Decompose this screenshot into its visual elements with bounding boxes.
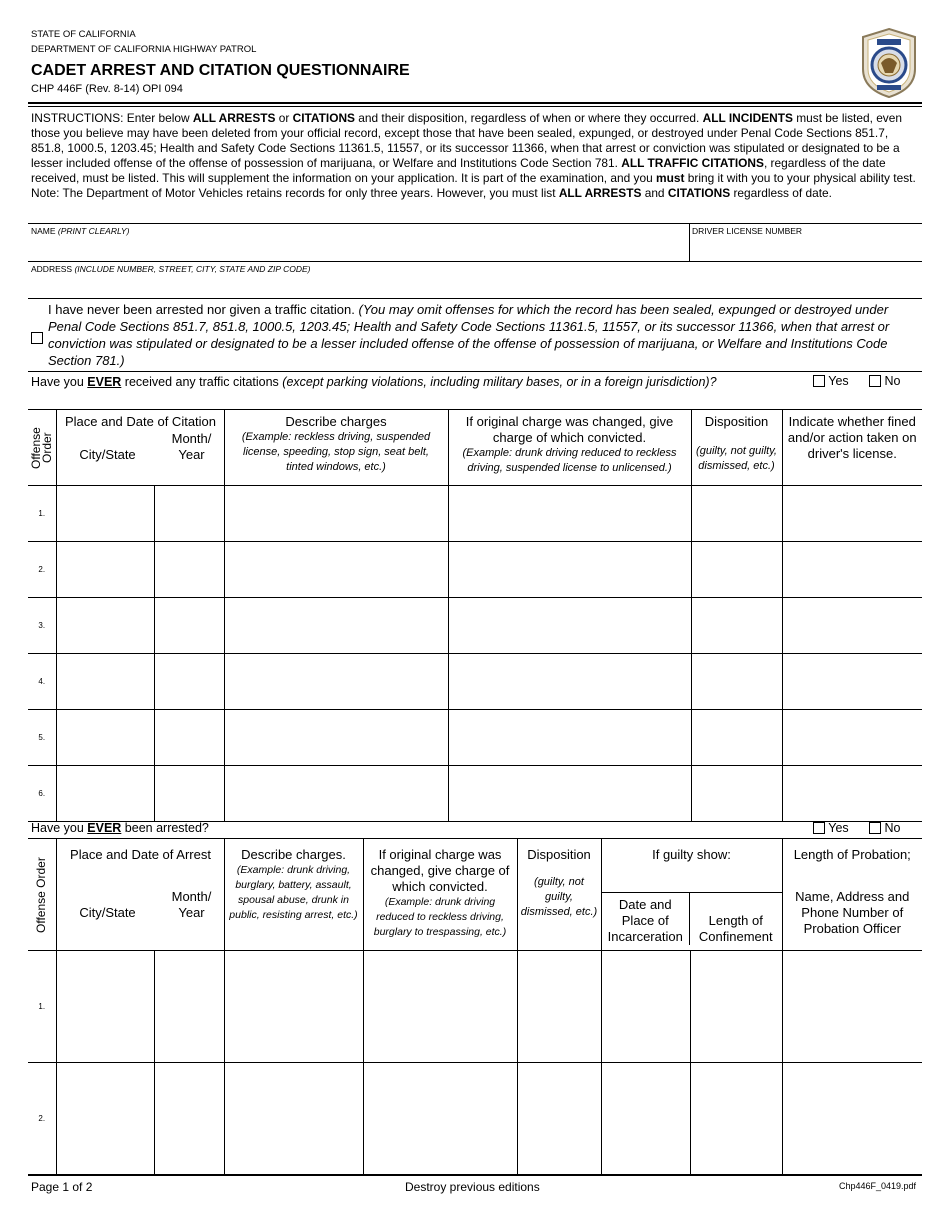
page-number: Page 1 of 2 xyxy=(31,1180,93,1194)
probation-header: Length of Probation; Name, Address and Phone Number of Probation Officer xyxy=(782,839,922,951)
arrest-no-option[interactable]: No xyxy=(869,821,900,835)
chp-seal-icon xyxy=(859,27,919,99)
citations-question: Have you EVER received any traffic citations (except parking violations, including military bases, or in a foreign jurisdiction)? xyxy=(31,375,717,389)
form-number: CHP 446F (Rev. 8-14) OPI 094 xyxy=(31,83,183,95)
charge-changed-header: If original charge was changed, give charge of which convicted. (Example: drunk driving reduced to reckless driving, suspended license to unlicensed.) xyxy=(448,410,691,486)
table-row: 3. xyxy=(28,598,922,654)
table-row: 1. xyxy=(28,486,922,542)
state-label: STATE OF CALIFORNIA xyxy=(31,29,136,40)
arrest-no-checkbox[interactable] xyxy=(869,822,881,834)
driver-license-field[interactable] xyxy=(692,238,917,258)
never-arrested-checkbox[interactable] xyxy=(31,329,43,347)
arrest-yes-checkbox[interactable] xyxy=(813,822,825,834)
name-field-label: NAME (PRINT CLEARLY) xyxy=(31,226,130,236)
offense-order-header: Offense Order xyxy=(28,839,56,951)
never-arrested-statement: I have never been arrested nor given a traffic citation. (You may omit offenses for which the record has been sealed, expunged or destroyed under Penal Code Sections 851.7, 851.8, 1000.5, 1203.45; Health and Safety Code Sections 11361.5, 11557, or its successor 11366, when that arrest or conviction was stipulated or designated to be a lesser included offense of the offense of possession of marijuana, or Welfare and Institutions Code Section 781.) xyxy=(48,302,890,368)
month-year-header: Month/ Year xyxy=(171,889,212,920)
arrest-yes-option[interactable]: Yes xyxy=(813,821,849,835)
citations-table xyxy=(28,409,922,822)
address-field-label: ADDRESS (INCLUDE NUMBER, STREET, CITY, STATE AND ZIP CODE) xyxy=(31,264,311,274)
table-row: 6. xyxy=(28,766,922,822)
citations-no-option[interactable]: No xyxy=(869,374,900,388)
destroy-editions-note: Destroy previous editions xyxy=(405,1180,540,1194)
address-field[interactable] xyxy=(31,276,917,296)
fined-action-header: Indicate whether fined and/or action taken on driver's license. xyxy=(782,410,922,486)
offense-order-header: Offense Order xyxy=(28,410,56,486)
length-confinement-header: Length of Confinement xyxy=(698,913,773,944)
name-field[interactable] xyxy=(31,238,681,258)
page-title: CADET ARREST AND CITATION QUESTIONNAIRE xyxy=(31,62,410,79)
citations-no-checkbox[interactable] xyxy=(869,375,881,387)
instructions: INSTRUCTIONS: Enter below ALL ARRESTS or CITATIONS and their disposition, regardless of when or where they occurred. ALL INCIDENTS must be listed, even those you believe may have been deleted from your official record, except those that have been sealed, expunged, or destroyed under Penal Code Sections 851.7, 851.8, 1000.5, 1203.45; Health and Safety Code Sections 11361.5, 11557, or its successor 11366, when that arrest or conviction was stipulated or designated to be a lesser included offense of the offense of possession of marijuana, or Welfare and Institutions Code Section 781. ALL TRAFFIC CITATIONS, regardless of the date received, must be listed. This will supplement the information on your application. It is part of the examination, and you must bring it with you to your physical ability test. Note: The Department of Motor Vehicles retains records for only three years. However, you must list ALL ARRESTS and CITATIONS regardless of date. xyxy=(31,111,916,200)
city-state-header: City/State xyxy=(79,905,136,920)
if-guilty-header: If guilty show: Date and Place of Incarceration Length of Confinement xyxy=(601,839,782,951)
month-year-header: Month/ Year xyxy=(171,431,212,462)
charge-changed-header: If original charge was changed, give charge of which convicted. (Example: drunk driving reduced to reckless driving, burglary to trespassing, etc.) xyxy=(363,839,517,951)
date-place-incarceration-header: Date and Place of Incarceration xyxy=(602,893,691,945)
arrest-question: Have you EVER been arrested? xyxy=(31,821,209,835)
citations-yes-option[interactable]: Yes xyxy=(813,374,849,388)
department-label: DEPARTMENT OF CALIFORNIA HIGHWAY PATROL xyxy=(31,44,257,55)
place-date-arrest-header: Place and Date of Arrest City/State Month/ Year xyxy=(56,839,224,951)
charges-header: Describe charges (Example: reckless driving, suspended license, speeding, stop sign, seat belt, tinted windows, etc.) xyxy=(224,410,448,486)
city-state-header: City/State xyxy=(79,447,136,462)
place-date-citation-header: Place and Date of Citation City/State Month/ Year xyxy=(56,410,224,486)
table-row: 5. xyxy=(28,710,922,766)
table-row: 1. xyxy=(28,951,922,1063)
table-row: 2. xyxy=(28,542,922,598)
disposition-header: Disposition (guilty, not guilty, dismissed, etc.) xyxy=(691,410,782,486)
file-name: Chp446F_0419.pdf xyxy=(839,1181,917,1191)
arrest-table xyxy=(28,838,922,1175)
driver-license-label: DRIVER LICENSE NUMBER xyxy=(692,226,803,236)
table-row: 4. xyxy=(28,654,922,710)
table-row: 2. xyxy=(28,1063,922,1175)
charges-header: Describe charges. (Example: drunk driving, burglary, battery, assault, spousal abuse, drunk in public, resisting arrest, etc.) xyxy=(224,839,363,951)
citations-yes-checkbox[interactable] xyxy=(813,375,825,387)
disposition-header: Disposition (guilty, not guilty, dismissed, etc.) xyxy=(517,839,601,951)
